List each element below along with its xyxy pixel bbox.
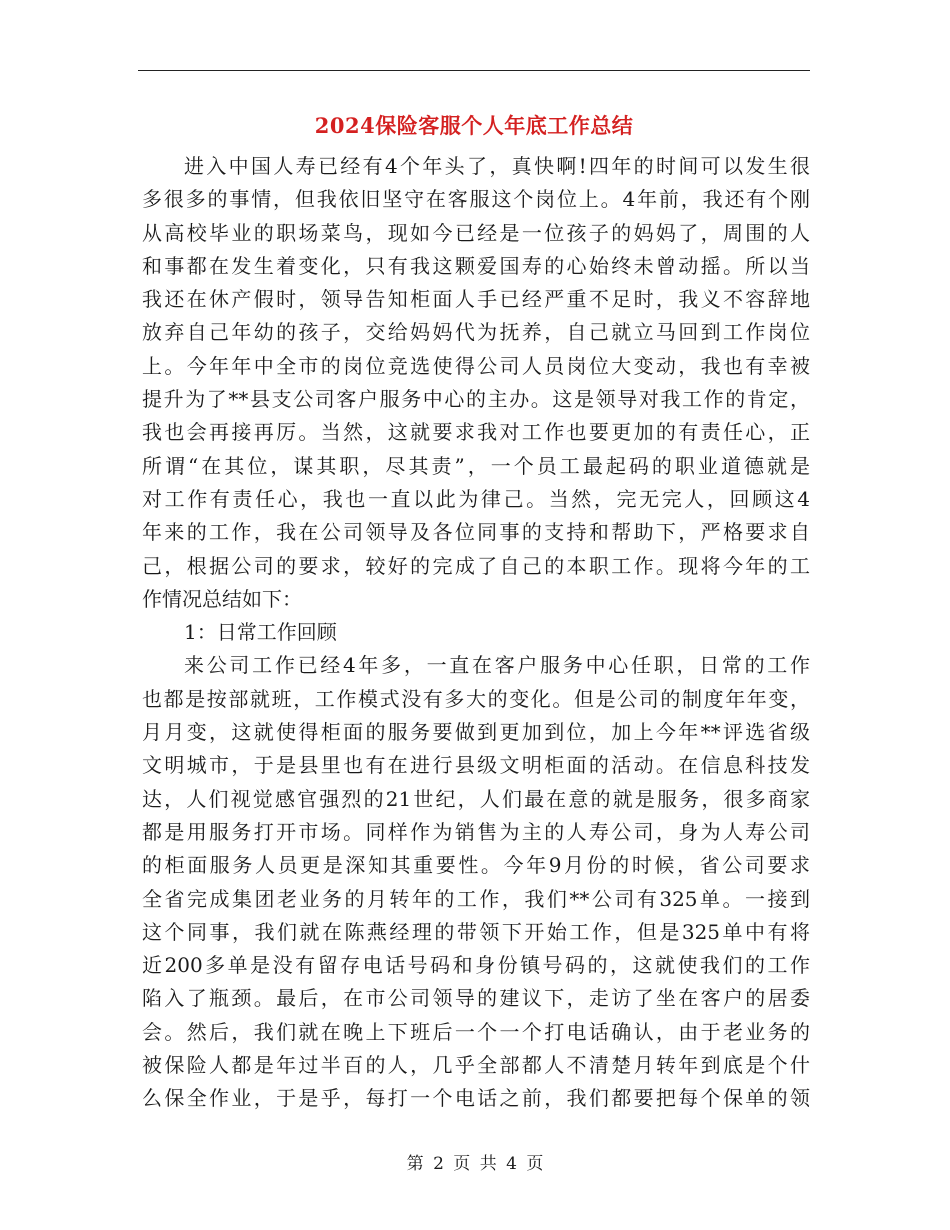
body-line: 文明城市，于是县里也有在进行县级文明柜面的活动。在信息科技发: [142, 753, 810, 778]
body-line: 么保全作业，于是乎，每打一个电话之前，我们都要把每个保单的领: [142, 1086, 810, 1111]
document-body: [142, 150, 810, 1116]
body-line: 我也会再接再厉。当然，这就要求我对工作也要更加的有责任心，正: [142, 420, 810, 445]
body-line: 我还在休产假时，领导告知柜面人手已经严重不足时，我义不容辞地: [142, 287, 810, 312]
body-line: 来公司工作已经4年多，一直在客户服务中心任职，日常的工作: [184, 653, 810, 678]
body-line: 年来的工作，我在公司领导及各位同事的支持和帮助下，严格要求自: [142, 520, 810, 545]
body-line: 都是用服务打开市场。同样作为销售为主的人寿公司，身为人寿公司: [142, 819, 810, 844]
body-line: 提升为了**县支公司客户服务中心的主办。这是领导对我工作的肯定，: [142, 387, 810, 412]
body-line: 从高校毕业的职场菜鸟，现如今已经是一位孩子的妈妈了，周围的人: [142, 220, 810, 245]
body-line: 对工作有责任心，我也一直以此为律己。当然，完无完人，回顾这4: [142, 486, 810, 511]
body-line: 多很多的事情，但我依旧坚守在客服这个岗位上。4年前，我还有个刚: [142, 187, 810, 212]
body-line: 近200多单是没有留存电话号码和身份镇号码的，这就使我们的工作: [142, 953, 810, 978]
body-line: 己，根据公司的要求，较好的完成了自己的本职工作。现将今年的工: [142, 553, 810, 578]
body-line: 被保险人都是年过半百的人，几乎全部都人不清楚月转年到底是个什: [142, 1053, 810, 1078]
page-number: 第 2 页 共 4 页: [406, 1154, 544, 1174]
body-line: 月月变，这就使得柜面的服务要做到更加到位，加上今年**评选省级: [142, 720, 810, 745]
body-line: 的柜面服务人员更是深知其重要性。今年9月份的时候，省公司要求: [142, 853, 810, 878]
body-line: 进入中国人寿已经有4个年头了，真快啊!四年的时间可以发生很: [184, 154, 810, 178]
body-line: 达，人们视觉感官强烈的21世纪，人们最在意的就是服务，很多商家: [142, 786, 810, 811]
body-line: 放弃自己年幼的孩子，交给妈妈代为抚养，自己就立马回到工作岗位: [142, 320, 810, 345]
body-line: 和事都在发生着变化，只有我这颗爱国寿的心始终未曾动摇。所以当: [142, 253, 810, 278]
body-line: 陷入了瓶颈。最后，在市公司领导的建议下，走访了坐在客户的居委: [142, 986, 810, 1011]
body-line: 上。今年年中全市的岗位竞选使得公司人员岗位大变动，我也有幸被: [142, 353, 810, 378]
body-line: 所谓“在其位，谋其职，尽其责”，一个员工最起码的职业道德就是: [142, 453, 810, 478]
body-line: 作情况总结如下：: [142, 586, 302, 611]
document-title: 2024保险客服个人年底工作总结: [314, 113, 634, 138]
header-rule: [138, 70, 810, 71]
body-line: 也都是按部就班，工作模式没有多大的变化。但是公司的制度年年变，: [142, 686, 810, 711]
body-line: 全省完成集团老业务的月转年的工作，我们**公司有325单。一接到: [142, 886, 810, 911]
body-line: 会。然后，我们就在晚上下班后一个一个打电话确认，由于老业务的: [142, 1019, 810, 1044]
section-heading: 1：日常工作回顾: [184, 620, 337, 645]
body-line: 这个同事，我们就在陈燕经理的带领下开始工作，但是325单中有将: [142, 919, 810, 944]
